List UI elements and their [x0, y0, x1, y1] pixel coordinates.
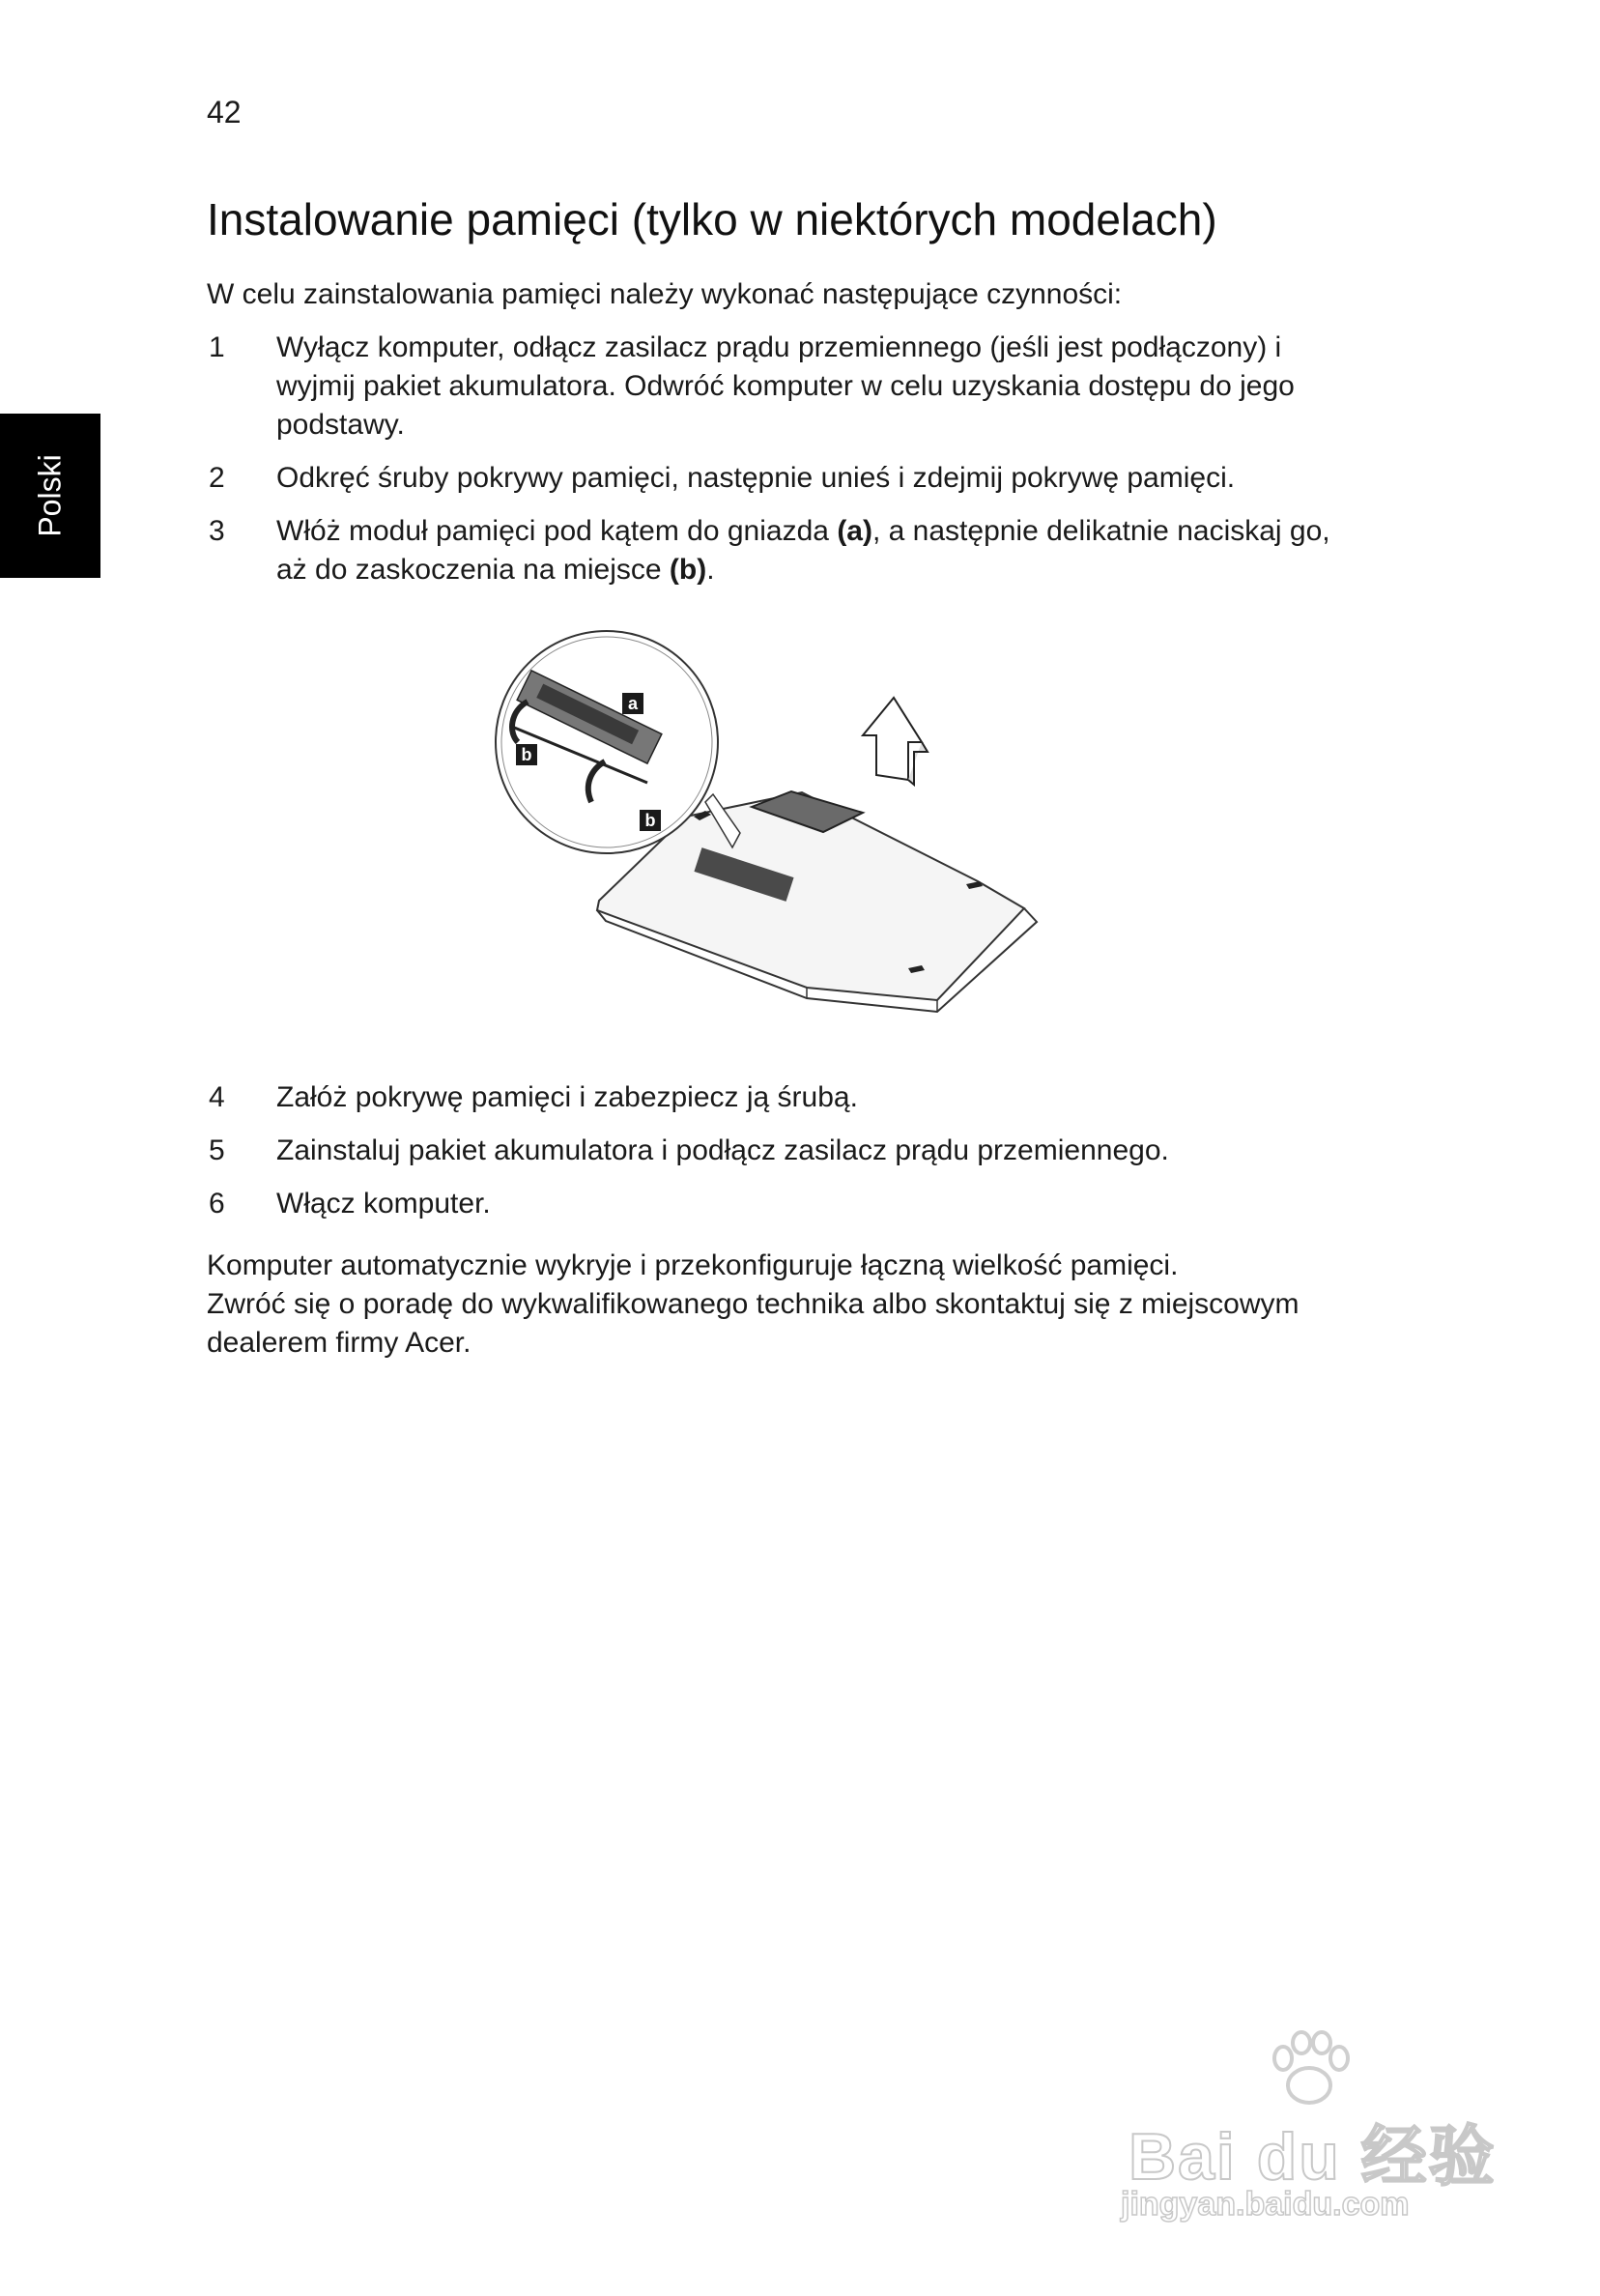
label-b-text: b — [644, 811, 656, 830]
memory-install-illustration — [483, 618, 1082, 1044]
closing-paragraph — [207, 1247, 1366, 1363]
step-number: 5 — [209, 1134, 225, 1166]
baidu-watermark — [1121, 2029, 1507, 2223]
step-item — [207, 459, 1357, 498]
paw-logo-icon — [1256, 2029, 1362, 2107]
step-item — [207, 1185, 1357, 1223]
step-bold-b: (b) — [669, 554, 707, 586]
step-item — [207, 512, 1357, 589]
step-text: Odkręć śruby pokrywy pamięci, następnie unieś i zdejmij pokrywę pamięci. — [276, 462, 1236, 494]
step-text: Włącz komputer. — [276, 1188, 491, 1220]
step-number: 2 — [209, 462, 225, 494]
closing-line: Zwróć się o poradę do wykwalifikowanego technika albo skontaktuj się z miejscowym dealerem firmy Acer. — [207, 1288, 1300, 1359]
closing-line: Komputer automatycznie wykryje i przekonfiguruje łączną wielkość pamięci. — [207, 1249, 1179, 1281]
step-bold-a: (a) — [837, 515, 872, 547]
intro-paragraph: W celu zainstalowania pamięci należy wykonać następujące czynności: — [207, 278, 1123, 310]
step-text: Zainstaluj pakiet akumulatora i podłącz zasilacz prądu przemiennego. — [276, 1134, 1169, 1166]
step-text: Wyłącz komputer, odłącz zasilacz prądu przemiennego (jeśli jest podłączony) i wyjmij pakiet akumulatora. Odwróć komputer w celu uzyskania dostępu do jego podstawy. — [276, 331, 1295, 441]
steps-list-after-figure — [207, 1078, 1357, 1238]
step-number: 1 — [209, 331, 225, 363]
step-text-part: . — [706, 554, 715, 586]
step-item — [207, 329, 1357, 445]
lift-arrow-icon — [863, 698, 928, 785]
step-number: 3 — [209, 515, 225, 547]
step-item — [207, 1132, 1357, 1170]
step-text: Załóż pokrywę pamięci i zabezpiecz ją śrubą. — [276, 1081, 858, 1113]
label-b-text: b — [521, 745, 532, 764]
step-text-part: , a następnie delikatnie naciskaj go, aż do zaskoczenia na miejsce — [276, 515, 1330, 586]
language-side-tab — [0, 414, 100, 578]
label-b-badge — [640, 810, 661, 831]
step-item — [207, 1078, 1357, 1117]
label-a-badge — [622, 693, 643, 714]
steps-list-before-figure — [207, 329, 1357, 604]
section-title: Instalowanie pamięci (tylko w niektórych modelach) — [207, 194, 1217, 244]
zoom-detail-circle — [496, 631, 718, 853]
step-number: 4 — [209, 1081, 225, 1113]
label-a-text: a — [627, 694, 639, 713]
language-tab-label: Polski — [32, 454, 68, 537]
step-text-part: Włóż moduł pamięci pod kątem do gniazda — [276, 515, 838, 547]
watermark-url: jingyan.baidu.com — [1121, 2186, 1410, 2223]
label-b-badge — [516, 744, 537, 765]
page-number: 42 — [207, 95, 242, 129]
step-number: 6 — [209, 1188, 225, 1220]
watermark-brand: Bai du 经验 — [1129, 2120, 1497, 2194]
